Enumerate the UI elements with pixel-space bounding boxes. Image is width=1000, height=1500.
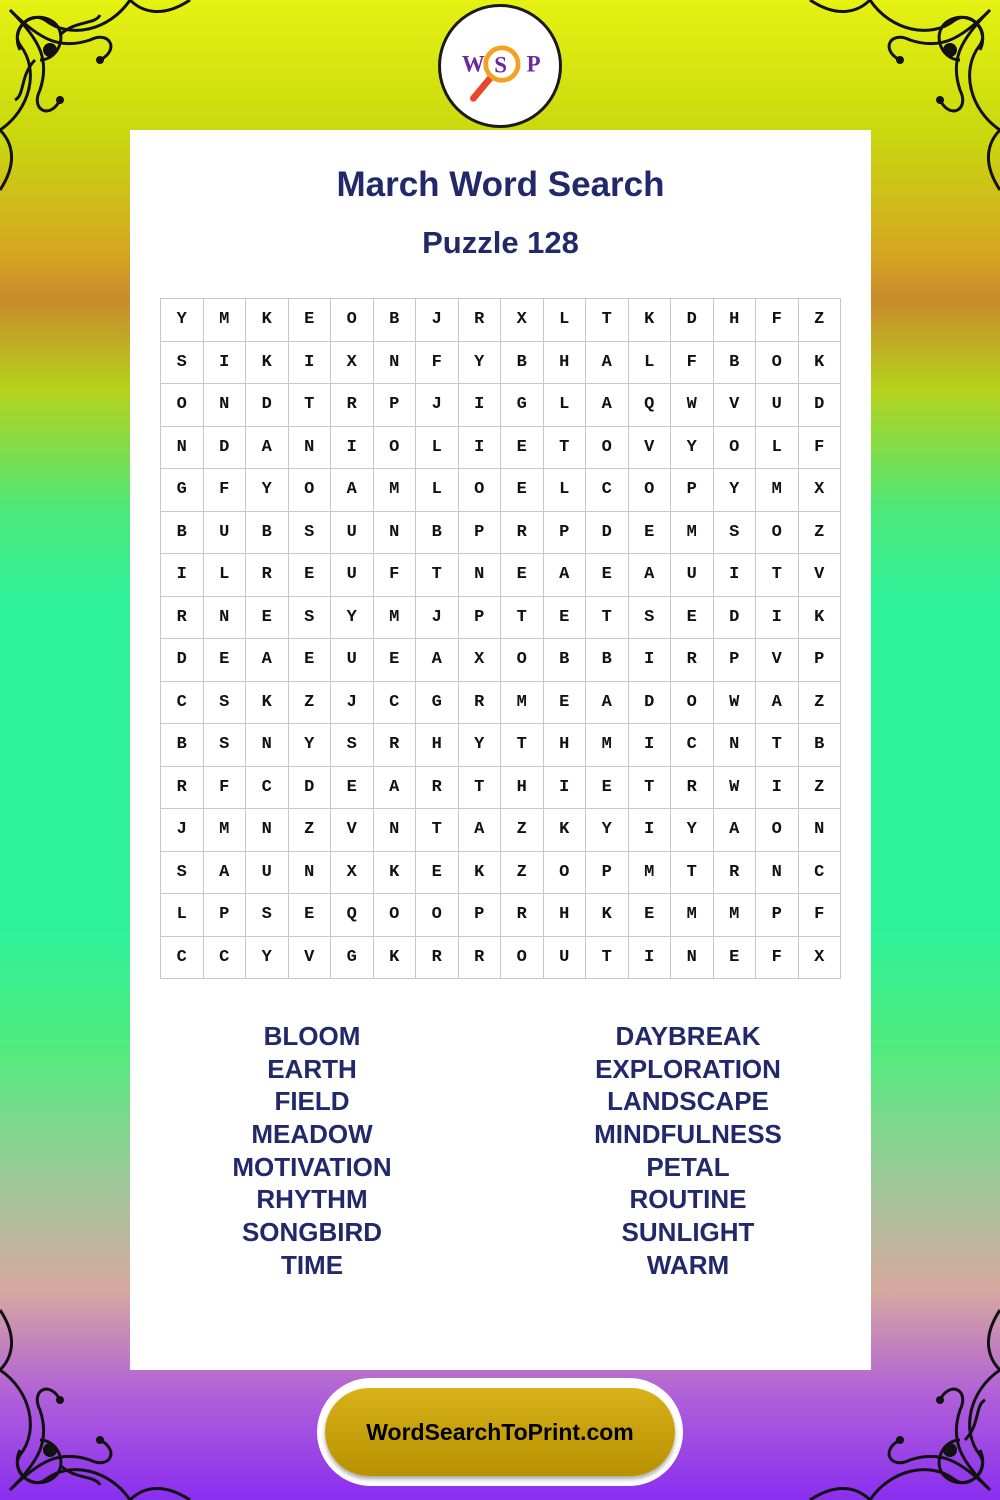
grid-cell[interactable]: R: [161, 767, 204, 810]
grid-cell[interactable]: B: [714, 342, 757, 385]
grid-cell[interactable]: M: [671, 512, 714, 555]
grid-cell[interactable]: S: [161, 852, 204, 895]
grid-cell[interactable]: X: [331, 342, 374, 385]
grid-cell[interactable]: L: [629, 342, 672, 385]
word-item: RHYTHM: [256, 1184, 368, 1215]
grid-cell[interactable]: P: [756, 894, 799, 937]
grid-cell[interactable]: X: [799, 469, 842, 512]
grid-cell[interactable]: Y: [714, 469, 757, 512]
grid-cell[interactable]: A: [714, 809, 757, 852]
grid-cell[interactable]: I: [544, 767, 587, 810]
grid-cell[interactable]: O: [501, 937, 544, 980]
grid-cell[interactable]: Z: [799, 682, 842, 725]
puzzle-card: [130, 130, 871, 1370]
grid-cell[interactable]: I: [756, 597, 799, 640]
grid-cell[interactable]: M: [629, 852, 672, 895]
grid-cell[interactable]: A: [586, 342, 629, 385]
grid-cell[interactable]: S: [204, 724, 247, 767]
word-item: PETAL: [646, 1151, 730, 1182]
grid-cell[interactable]: L: [756, 427, 799, 470]
grid-cell[interactable]: D: [289, 767, 332, 810]
grid-cell[interactable]: T: [671, 852, 714, 895]
grid-cell[interactable]: M: [756, 469, 799, 512]
grid-cell[interactable]: E: [204, 639, 247, 682]
grid-cell[interactable]: J: [416, 384, 459, 427]
grid-cell[interactable]: M: [374, 469, 417, 512]
grid-cell[interactable]: L: [544, 469, 587, 512]
grid-cell[interactable]: Y: [671, 809, 714, 852]
grid-cell[interactable]: N: [459, 554, 502, 597]
grid-cell[interactable]: O: [161, 384, 204, 427]
grid-cell[interactable]: R: [246, 554, 289, 597]
grid-cell[interactable]: R: [671, 639, 714, 682]
grid-cell[interactable]: B: [161, 724, 204, 767]
grid-cell[interactable]: O: [289, 469, 332, 512]
grid-cell[interactable]: C: [799, 852, 842, 895]
grid-cell[interactable]: X: [459, 639, 502, 682]
grid-cell[interactable]: N: [799, 809, 842, 852]
grid-cell[interactable]: H: [544, 342, 587, 385]
grid-cell[interactable]: F: [671, 342, 714, 385]
grid-cell[interactable]: D: [629, 682, 672, 725]
grid-cell[interactable]: S: [161, 342, 204, 385]
grid-cell[interactable]: B: [799, 724, 842, 767]
word-item: MEADOW: [251, 1119, 373, 1150]
grid-cell[interactable]: T: [289, 384, 332, 427]
grid-cell[interactable]: T: [501, 724, 544, 767]
grid-cell[interactable]: I: [629, 724, 672, 767]
grid-cell[interactable]: K: [374, 937, 417, 980]
grid-cell[interactable]: O: [714, 427, 757, 470]
grid-cell[interactable]: Q: [629, 384, 672, 427]
grid-cell[interactable]: O: [544, 852, 587, 895]
grid-cell[interactable]: U: [756, 384, 799, 427]
grid-cell[interactable]: Y: [161, 299, 204, 342]
grid-cell[interactable]: X: [799, 937, 842, 980]
grid-cell[interactable]: J: [416, 299, 459, 342]
puzzle-number: Puzzle 128: [422, 225, 579, 260]
grid-cell[interactable]: F: [374, 554, 417, 597]
grid-cell[interactable]: W: [714, 767, 757, 810]
grid-cell[interactable]: X: [331, 852, 374, 895]
grid-cell[interactable]: K: [586, 894, 629, 937]
grid-cell[interactable]: Z: [501, 809, 544, 852]
grid-cell[interactable]: U: [331, 512, 374, 555]
grid-cell[interactable]: R: [671, 767, 714, 810]
grid-cell[interactable]: O: [756, 512, 799, 555]
grid-cell[interactable]: C: [374, 682, 417, 725]
grid-cell[interactable]: K: [629, 299, 672, 342]
grid-cell[interactable]: T: [756, 724, 799, 767]
grid-cell[interactable]: E: [501, 469, 544, 512]
grid-cell[interactable]: T: [586, 597, 629, 640]
grid-cell[interactable]: M: [671, 894, 714, 937]
grid-cell[interactable]: V: [331, 809, 374, 852]
grid-cell[interactable]: A: [246, 427, 289, 470]
grid-cell[interactable]: E: [586, 767, 629, 810]
grid-cell[interactable]: F: [756, 937, 799, 980]
grid-cell[interactable]: K: [374, 852, 417, 895]
word-item: BLOOM: [263, 1021, 361, 1051]
grid-cell[interactable]: K: [246, 682, 289, 725]
magnifier-icon: [473, 76, 492, 99]
grid-cell[interactable]: P: [544, 512, 587, 555]
grid-cell[interactable]: C: [246, 767, 289, 810]
grid-cell[interactable]: O: [501, 639, 544, 682]
logo-letter-p: P: [526, 51, 541, 77]
word-item: TIME: [280, 1249, 344, 1280]
grid-cell[interactable]: D: [246, 384, 289, 427]
grid-cell[interactable]: R: [501, 512, 544, 555]
grid-cell[interactable]: I: [331, 427, 374, 470]
grid-cell[interactable]: R: [714, 852, 757, 895]
grid-cell[interactable]: A: [629, 554, 672, 597]
grid-cell[interactable]: Y: [586, 809, 629, 852]
grid-cell[interactable]: F: [799, 427, 842, 470]
grid-cell[interactable]: F: [204, 469, 247, 512]
grid-cell[interactable]: B: [161, 512, 204, 555]
grid-cell[interactable]: L: [204, 554, 247, 597]
grid-cell[interactable]: N: [374, 809, 417, 852]
grid-cell[interactable]: D: [586, 512, 629, 555]
grid-cell[interactable]: S: [629, 597, 672, 640]
grid-cell[interactable]: K: [459, 852, 502, 895]
grid-cell[interactable]: P: [671, 469, 714, 512]
grid-cell[interactable]: R: [501, 894, 544, 937]
grid-cell[interactable]: G: [501, 384, 544, 427]
word-item: LANDSCAPE: [607, 1086, 769, 1117]
word-item: EXPLORATION: [595, 1053, 781, 1084]
word-item: WARM: [646, 1249, 730, 1280]
grid-cell[interactable]: O: [374, 894, 417, 937]
footer-pill[interactable]: [325, 1388, 675, 1476]
grid-cell[interactable]: T: [586, 937, 629, 980]
grid-cell[interactable]: I: [289, 342, 332, 385]
grid-cell[interactable]: K: [544, 809, 587, 852]
grid-cell[interactable]: A: [544, 554, 587, 597]
grid-cell[interactable]: T: [416, 809, 459, 852]
grid-cell[interactable]: B: [374, 299, 417, 342]
grid-cell[interactable]: N: [756, 852, 799, 895]
grid-cell[interactable]: E: [629, 894, 672, 937]
grid-cell[interactable]: P: [586, 852, 629, 895]
grid-cell[interactable]: A: [756, 682, 799, 725]
footer-badge[interactable]: [317, 1378, 683, 1486]
grid-cell[interactable]: Y: [289, 724, 332, 767]
grid-cell[interactable]: E: [501, 554, 544, 597]
grid-cell[interactable]: T: [416, 554, 459, 597]
grid-cell[interactable]: D: [204, 427, 247, 470]
grid-cell[interactable]: I: [629, 809, 672, 852]
word-item: FIELD: [274, 1086, 350, 1117]
grid-cell[interactable]: A: [459, 809, 502, 852]
grid-cell[interactable]: T: [544, 427, 587, 470]
logo-letter-w: W: [461, 51, 485, 77]
grid-cell[interactable]: Y: [671, 427, 714, 470]
grid-cell[interactable]: S: [289, 597, 332, 640]
word-item: MINDFULNESS: [594, 1119, 782, 1150]
grid-cell[interactable]: O: [331, 299, 374, 342]
grid-cell[interactable]: O: [374, 427, 417, 470]
grid-cell[interactable]: T: [586, 299, 629, 342]
grid-cell[interactable]: E: [501, 427, 544, 470]
grid-cell[interactable]: M: [374, 597, 417, 640]
grid-cell[interactable]: L: [416, 469, 459, 512]
grid-cell[interactable]: R: [161, 597, 204, 640]
grid-cell[interactable]: Z: [799, 767, 842, 810]
grid-cell[interactable]: B: [501, 342, 544, 385]
grid-cell[interactable]: A: [331, 469, 374, 512]
grid-cell[interactable]: A: [374, 767, 417, 810]
grid-cell[interactable]: E: [544, 597, 587, 640]
grid-cell[interactable]: C: [161, 682, 204, 725]
grid-cell[interactable]: N: [289, 852, 332, 895]
grid-cell[interactable]: Q: [331, 894, 374, 937]
grid-cell[interactable]: S: [204, 682, 247, 725]
grid-cell[interactable]: R: [374, 724, 417, 767]
grid-cell[interactable]: L: [416, 427, 459, 470]
grid-cell[interactable]: T: [501, 597, 544, 640]
grid-cell[interactable]: L: [544, 384, 587, 427]
grid-cell[interactable]: Y: [246, 937, 289, 980]
letter-grid[interactable]: [160, 298, 841, 979]
grid-cell[interactable]: J: [416, 597, 459, 640]
word-item: EARTH: [267, 1053, 357, 1084]
grid-cell[interactable]: Z: [289, 809, 332, 852]
grid-cell[interactable]: K: [246, 342, 289, 385]
grid-cell[interactable]: A: [586, 384, 629, 427]
grid-cell[interactable]: N: [374, 512, 417, 555]
grid-cell[interactable]: E: [544, 682, 587, 725]
grid-cell[interactable]: H: [714, 299, 757, 342]
grid-cell[interactable]: Z: [799, 512, 842, 555]
grid-cell[interactable]: S: [246, 894, 289, 937]
grid-cell[interactable]: M: [714, 894, 757, 937]
grid-cell[interactable]: Z: [501, 852, 544, 895]
grid-cell[interactable]: Y: [331, 597, 374, 640]
grid-cell[interactable]: D: [161, 639, 204, 682]
word-item: DAYBREAK: [615, 1021, 761, 1051]
grid-cell[interactable]: A: [586, 682, 629, 725]
grid-cell[interactable]: E: [374, 639, 417, 682]
grid-cell[interactable]: B: [544, 639, 587, 682]
grid-cell[interactable]: V: [799, 554, 842, 597]
grid-cell[interactable]: A: [204, 852, 247, 895]
grid-cell[interactable]: I: [714, 554, 757, 597]
word-item: SUNLIGHT: [621, 1217, 755, 1248]
grid-cell[interactable]: P: [459, 597, 502, 640]
grid-cell[interactable]: H: [544, 894, 587, 937]
grid-cell[interactable]: E: [671, 597, 714, 640]
word-item: ROUTINE: [629, 1184, 747, 1215]
word-item: MOTIVATION: [232, 1151, 392, 1182]
grid-cell[interactable]: L: [544, 299, 587, 342]
grid-cell[interactable]: P: [374, 384, 417, 427]
grid-cell[interactable]: S: [331, 724, 374, 767]
grid-cell[interactable]: R: [416, 767, 459, 810]
grid-cell[interactable]: N: [246, 724, 289, 767]
grid-cell[interactable]: B: [586, 639, 629, 682]
grid-cell[interactable]: R: [459, 937, 502, 980]
grid-cell[interactable]: I: [459, 384, 502, 427]
grid-cell[interactable]: C: [161, 937, 204, 980]
grid-cell[interactable]: U: [544, 937, 587, 980]
grid-cell[interactable]: O: [416, 894, 459, 937]
grid-cell[interactable]: N: [204, 597, 247, 640]
grid-cell[interactable]: M: [501, 682, 544, 725]
grid-cell[interactable]: U: [204, 512, 247, 555]
grid-cell[interactable]: T: [459, 767, 502, 810]
grid-cell[interactable]: N: [374, 342, 417, 385]
grid-cell[interactable]: K: [246, 299, 289, 342]
page-title: March Word Search: [336, 165, 665, 204]
grid-cell[interactable]: P: [459, 512, 502, 555]
grid-cell[interactable]: S: [714, 512, 757, 555]
grid-cell[interactable]: F: [756, 299, 799, 342]
grid-cell[interactable]: E: [629, 512, 672, 555]
word-item: SONGBIRD: [241, 1217, 383, 1248]
logo-letter-s: S: [494, 52, 507, 78]
grid-cell[interactable]: C: [204, 937, 247, 980]
grid-cell[interactable]: F: [204, 767, 247, 810]
grid-cell[interactable]: M: [204, 809, 247, 852]
grid-cell[interactable]: U: [246, 852, 289, 895]
grid-cell[interactable]: F: [416, 342, 459, 385]
word-list-left: [162, 1020, 462, 1282]
grid-cell[interactable]: A: [416, 639, 459, 682]
grid-cell[interactable]: P: [204, 894, 247, 937]
grid-cell[interactable]: R: [416, 937, 459, 980]
grid-cell[interactable]: B: [416, 512, 459, 555]
grid-cell[interactable]: Y: [246, 469, 289, 512]
grid-cell[interactable]: H: [416, 724, 459, 767]
grid-cell[interactable]: G: [416, 682, 459, 725]
grid-cell[interactable]: O: [459, 469, 502, 512]
grid-cell[interactable]: B: [246, 512, 289, 555]
grid-cell[interactable]: E: [289, 299, 332, 342]
grid-cell[interactable]: R: [459, 682, 502, 725]
grid-cell[interactable]: I: [161, 554, 204, 597]
grid-cell[interactable]: N: [204, 384, 247, 427]
grid-cell[interactable]: O: [586, 427, 629, 470]
grid-cell[interactable]: E: [416, 852, 459, 895]
grid-cell[interactable]: I: [629, 639, 672, 682]
grid-cell[interactable]: C: [586, 469, 629, 512]
grid-cell[interactable]: P: [799, 639, 842, 682]
grid-cell[interactable]: D: [799, 384, 842, 427]
grid-cell[interactable]: G: [161, 469, 204, 512]
grid-cell[interactable]: N: [161, 427, 204, 470]
grid-cell[interactable]: U: [331, 639, 374, 682]
grid-cell[interactable]: Z: [799, 299, 842, 342]
grid-cell[interactable]: W: [714, 682, 757, 725]
grid-cell[interactable]: L: [161, 894, 204, 937]
grid-cell[interactable]: K: [799, 597, 842, 640]
grid-cell[interactable]: C: [671, 724, 714, 767]
grid-cell[interactable]: I: [756, 767, 799, 810]
grid-cell[interactable]: P: [459, 894, 502, 937]
grid-cell[interactable]: I: [204, 342, 247, 385]
grid-cell[interactable]: K: [799, 342, 842, 385]
grid-cell[interactable]: Y: [459, 724, 502, 767]
grid-cell[interactable]: E: [331, 767, 374, 810]
grid-cell[interactable]: E: [289, 639, 332, 682]
grid-cell[interactable]: V: [289, 937, 332, 980]
grid-cell[interactable]: A: [246, 639, 289, 682]
grid-cell[interactable]: J: [161, 809, 204, 852]
grid-cell[interactable]: J: [331, 682, 374, 725]
grid-cell[interactable]: S: [289, 512, 332, 555]
grid-cell[interactable]: G: [331, 937, 374, 980]
grid-cell[interactable]: R: [331, 384, 374, 427]
grid-cell[interactable]: O: [671, 682, 714, 725]
grid-cell[interactable]: D: [714, 597, 757, 640]
grid-cell[interactable]: E: [289, 894, 332, 937]
grid-cell[interactable]: X: [501, 299, 544, 342]
grid-cell[interactable]: E: [586, 554, 629, 597]
grid-cell[interactable]: N: [289, 427, 332, 470]
grid-cell[interactable]: M: [586, 724, 629, 767]
grid-cell[interactable]: N: [714, 724, 757, 767]
grid-cell[interactable]: V: [756, 639, 799, 682]
grid-cell[interactable]: E: [246, 597, 289, 640]
grid-cell[interactable]: F: [799, 894, 842, 937]
site-link[interactable]: WordSearchToPrint.com: [366, 1418, 634, 1445]
grid-cell[interactable]: H: [544, 724, 587, 767]
grid-cell[interactable]: E: [714, 937, 757, 980]
grid-cell[interactable]: T: [629, 767, 672, 810]
site-logo[interactable]: [438, 4, 562, 128]
grid-cell[interactable]: Z: [289, 682, 332, 725]
grid-cell[interactable]: O: [629, 469, 672, 512]
grid-cell[interactable]: N: [246, 809, 289, 852]
grid-cell[interactable]: D: [671, 299, 714, 342]
grid-cell[interactable]: Y: [459, 342, 502, 385]
grid-cell[interactable]: O: [756, 342, 799, 385]
grid-cell[interactable]: M: [204, 299, 247, 342]
grid-cell[interactable]: W: [671, 384, 714, 427]
grid-cell[interactable]: H: [501, 767, 544, 810]
grid-cell[interactable]: U: [671, 554, 714, 597]
word-list-right: [538, 1020, 838, 1282]
grid-cell[interactable]: R: [459, 299, 502, 342]
grid-cell[interactable]: E: [289, 554, 332, 597]
grid-cell[interactable]: U: [331, 554, 374, 597]
grid-cell[interactable]: V: [629, 427, 672, 470]
grid-cell[interactable]: T: [756, 554, 799, 597]
grid-cell[interactable]: I: [459, 427, 502, 470]
grid-cell[interactable]: P: [714, 639, 757, 682]
grid-cell[interactable]: N: [671, 937, 714, 980]
grid-cell[interactable]: O: [756, 809, 799, 852]
grid-cell[interactable]: I: [629, 937, 672, 980]
grid-cell[interactable]: V: [714, 384, 757, 427]
